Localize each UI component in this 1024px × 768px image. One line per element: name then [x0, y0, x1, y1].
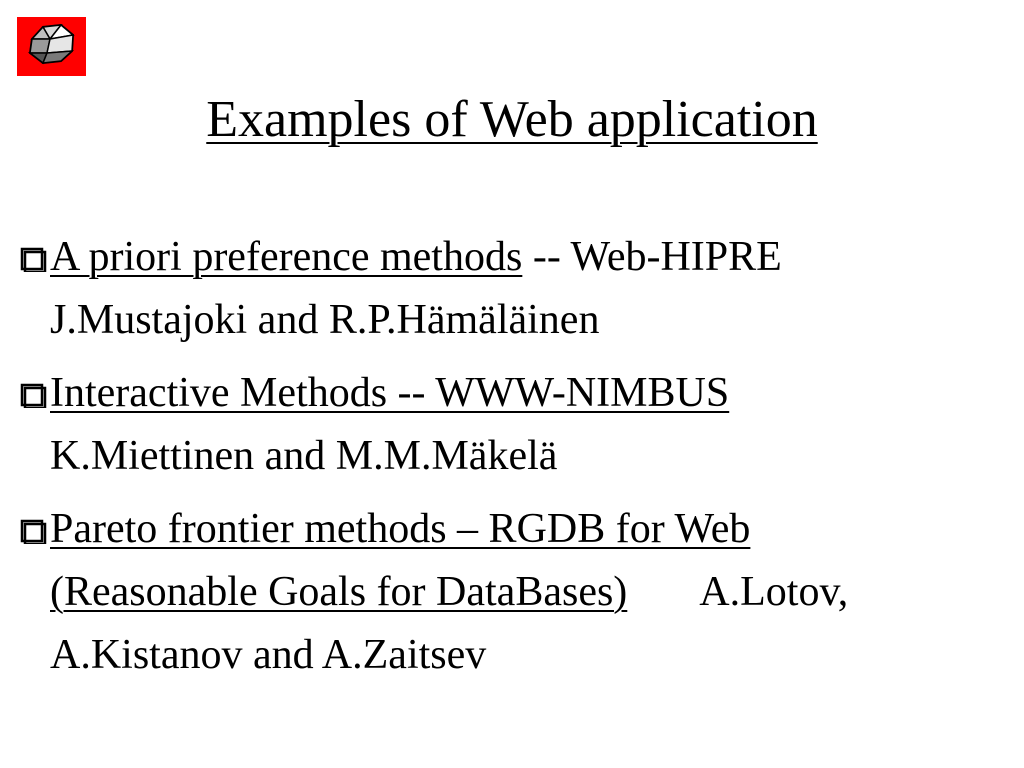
method-link-pareto-cont[interactable]: (Reasonable Goals for DataBases)	[50, 569, 628, 615]
authors-web-hipre: J.Mustajoki and R.P.Hämäläinen	[50, 297, 600, 343]
method-link-interactive[interactable]: Interactive Methods -- WWW-NIMBUS	[50, 370, 730, 416]
method-link-pareto[interactable]: Pareto frontier methods – RGDB for Web	[50, 506, 751, 552]
bullet-list	[14, 226, 1014, 697]
slide-title: Examples of Web application	[206, 91, 818, 148]
bullet-item-interactive	[14, 362, 1014, 488]
method-link-a-priori[interactable]: A priori preference methods	[50, 234, 523, 280]
gem-logo-icon	[17, 17, 86, 76]
hollow-square-bullet-icon	[16, 510, 48, 544]
authors-rgdb-line-2: A.Kistanov and A.Zaitsev	[50, 632, 487, 678]
authors-rgdb-line-1: A.Lotov,	[699, 569, 849, 615]
authors-www-nimbus: K.Miettinen and M.M.Mäkelä	[50, 433, 558, 479]
hollow-square-bullet-icon	[16, 374, 48, 408]
bullet-item-pareto	[14, 498, 1014, 687]
tool-name-web-hipre: -- Web-HIPRE	[522, 234, 782, 280]
hollow-square-bullet-icon	[16, 238, 48, 272]
bullet-item-a-priori	[14, 226, 1014, 352]
